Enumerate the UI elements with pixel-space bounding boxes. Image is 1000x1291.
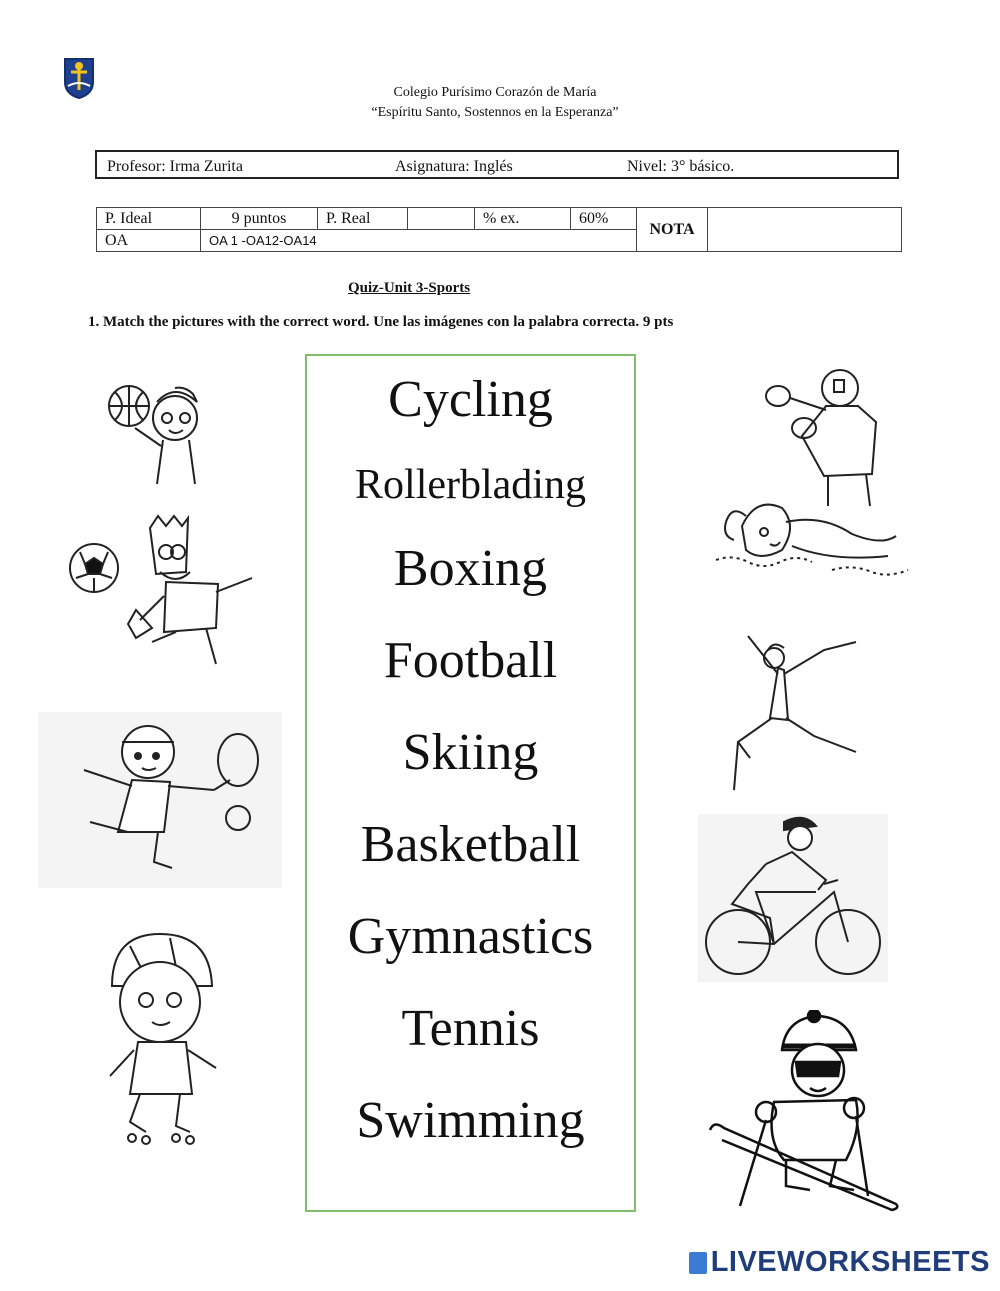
gymnast-icon[interactable]	[728, 622, 860, 798]
nota-label: NOTA	[637, 208, 708, 252]
word-bank	[305, 354, 636, 1212]
ideal-label: P. Ideal	[97, 208, 201, 230]
word-cycling[interactable]: Cycling	[388, 371, 553, 428]
school-name: Colegio Purísimo Corazón de María	[393, 85, 597, 100]
score-table	[96, 207, 902, 252]
nota-value	[708, 208, 902, 252]
real-value	[408, 208, 475, 230]
word-rollerblading[interactable]: Rollerblading	[355, 462, 586, 508]
liveworksheets-brand: LIVEWORKSHEETS	[710, 1246, 990, 1278]
rollerblader-icon[interactable]	[100, 926, 230, 1146]
swimmer-icon[interactable]	[712, 486, 912, 596]
word-swimming[interactable]: Swimming	[356, 1092, 585, 1149]
skier-icon[interactable]	[706, 1010, 902, 1230]
quiz-title: Quiz-Unit 3-Sports	[348, 280, 471, 296]
tennis-player-icon[interactable]	[38, 712, 282, 888]
word-gymnastics[interactable]: Gymnastics	[347, 908, 594, 965]
real-label: P. Real	[318, 208, 408, 230]
word-basketball[interactable]: Basketball	[360, 816, 581, 873]
school-motto: “Espíritu Santo, Sostennos en la Esperanza”	[371, 105, 619, 120]
exig-value: 60%	[571, 208, 637, 230]
teacher-info-box	[95, 150, 899, 179]
cyclist-icon[interactable]	[698, 814, 888, 982]
liveworksheets-logo	[689, 1246, 990, 1279]
ideal-value: 9 puntos	[201, 208, 318, 230]
exig-label: % ex.	[475, 208, 571, 230]
word-football[interactable]: Football	[383, 632, 558, 689]
oa-label: OA	[97, 230, 201, 252]
football-player-icon[interactable]	[66, 512, 256, 672]
teacher-label: Profesor: Irma Zurita	[107, 158, 243, 175]
liveworksheets-logo-icon	[689, 1252, 707, 1274]
word-tennis[interactable]: Tennis	[401, 1000, 540, 1057]
oa-value: OA 1 -OA12-OA14	[201, 230, 637, 252]
instruction: 1. Match the pictures with the correct word. Une las imágenes con la palabra correcta. 9 pts	[88, 314, 674, 330]
level-label: Nivel: 3° básico.	[627, 158, 735, 175]
subject-label: Asignatura: Inglés	[395, 158, 513, 175]
word-boxing[interactable]: Boxing	[393, 540, 548, 597]
basketball-player-icon[interactable]	[105, 372, 215, 487]
word-skiing[interactable]: Skiing	[402, 724, 539, 781]
